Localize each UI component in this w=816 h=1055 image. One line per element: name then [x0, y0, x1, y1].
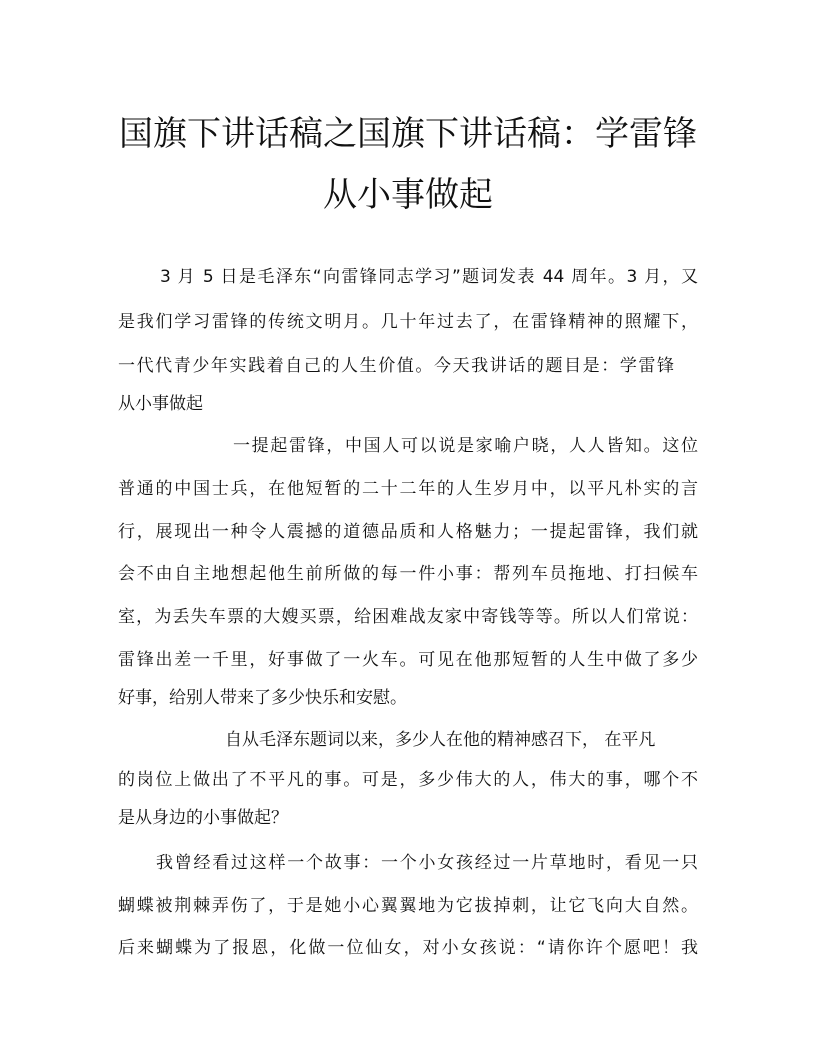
paragraph-4-line-1: 我曾经看过这样一个故事：一个小女孩经过一片草地时，看见一只: [156, 853, 698, 873]
paragraph-3-line-3: 是从身边的小事做起？: [118, 808, 288, 828]
paragraph-4-line-2: 蝴蝶被荆棘弄伤了，于是她小心翼翼地为它拔掉刺，让它飞向大自然。: [118, 896, 698, 916]
document-title-line-2: 从小事做起: [323, 175, 493, 215]
paragraph-1-line-2: 是我们学习雷锋的传统文明月。几十年过去了，在雷锋精神的照耀下，: [118, 312, 698, 332]
paragraph-3-line-1: 自从毛泽东题词以来，多少人在他的精神感召下， 在平凡: [225, 730, 656, 750]
paragraph-2-line-5: 室，为丢失车票的大嫂买票，给困难战友家中寄钱等等。所以人们常说：: [118, 607, 698, 627]
paragraph-2-line-2: 普通的中国士兵，在他短暂的二十二年的人生岁月中，以平凡朴实的言: [118, 479, 698, 499]
paragraph-4-line-3: 后来蝴蝶为了报恩，化做一位仙女，对小女孩说：“请你许个愿吧！我: [118, 938, 698, 958]
paragraph-1-line-4: 从小事做起: [118, 394, 203, 414]
paragraph-2-line-6: 雷锋出差一千里，好事做了一火车。可见在他那短暂的人生中做了多少: [118, 650, 698, 670]
paragraph-1-line-3: 一代代青少年实践着自己的人生价值。今天我讲话的题目是：学雷锋: [118, 356, 674, 376]
paragraph-2-line-4: 会不由自主地想起他生前所做的每一件小事：帮列车员拖地、打扫候车: [118, 564, 698, 584]
paragraph-1-line-1: 3 月 5 日是毛泽东“向雷锋同志学习”题词发表 44 周年。3 月，又: [160, 267, 698, 287]
document-title-line-1: 国旗下讲话稿之国旗下讲话稿：学雷锋: [119, 114, 697, 154]
paragraph-3-line-2: 的岗位上做出了不平凡的事。可是，多少伟大的人，伟大的事，哪个不: [118, 770, 698, 790]
paragraph-2-line-3: 行，展现出一种令人震撼的道德品质和人格魅力；一提起雷锋，我们就: [118, 522, 698, 542]
paragraph-2-line-1: 一提起雷锋，中国人可以说是家喻户晓，人人皆知。这位: [233, 436, 698, 456]
paragraph-2-line-7: 好事，给别人带来了多少快乐和安慰。: [118, 688, 407, 708]
